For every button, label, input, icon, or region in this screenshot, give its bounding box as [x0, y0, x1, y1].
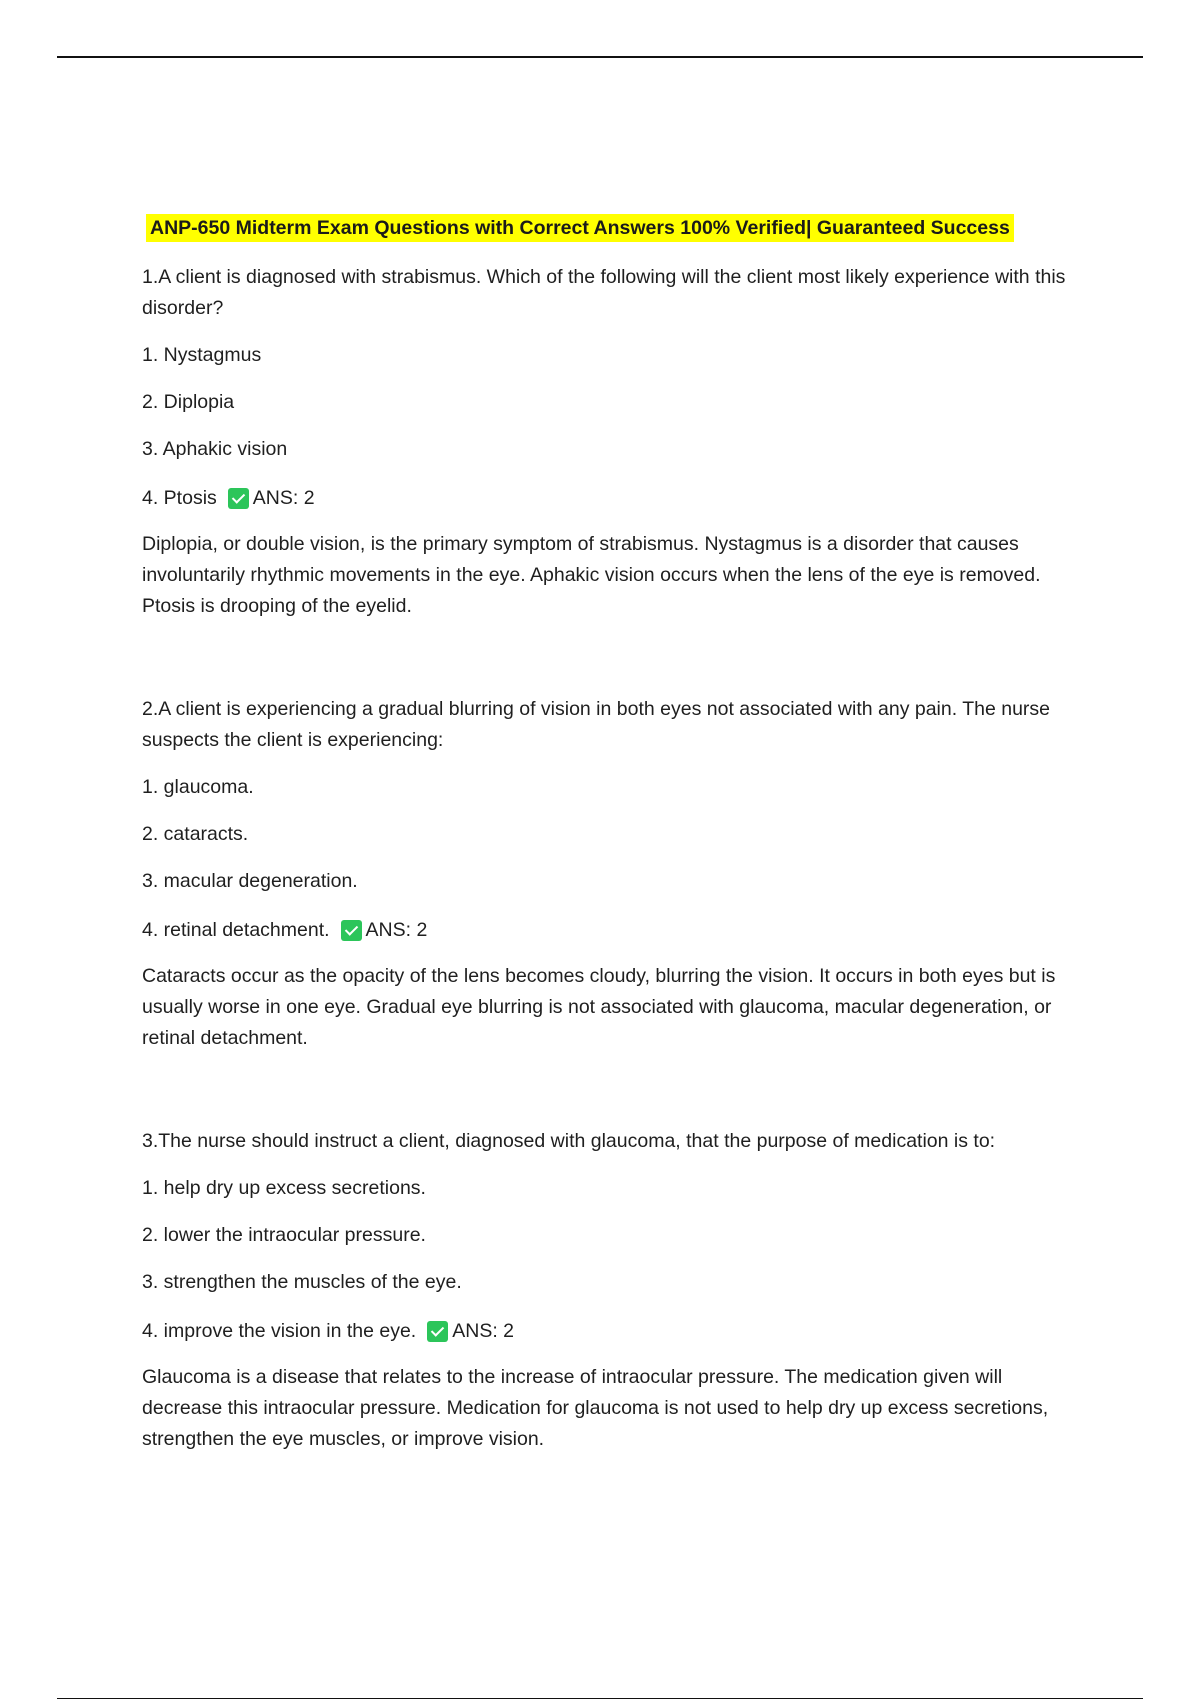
question-block-3 [142, 1126, 1072, 1455]
answer-option: 4. Ptosis [142, 487, 217, 509]
check-icon [341, 920, 362, 941]
answer-key: ANS: 2 [252, 487, 315, 509]
question-text: 1.A client is diagnosed with strabismus. Which of the following will the client most likely experience with this disorder? [142, 266, 1066, 319]
answer-option: 4. improve the vision in the eye. [142, 1320, 417, 1342]
answer-option: 1. help dry up excess secretions. [142, 1177, 426, 1199]
answer-option: 1. Nystagmus [142, 344, 262, 366]
answer-option: 1. glaucoma. [142, 776, 254, 798]
answer-explanation: Cataracts occur as the opacity of the lens becomes cloudy, blurring the vision. It occurs in both eyes but is usually worse in one eye. Gradual eye blurring is not associated with glaucoma, macular degeneration, or retinal detachment. [142, 965, 1056, 1049]
check-icon [427, 1321, 448, 1342]
answer-option: 2. cataracts. [142, 823, 249, 845]
answer-key: ANS: 2 [452, 1320, 515, 1342]
question-block-1 [142, 262, 1072, 622]
footer-rule [57, 1698, 1143, 1699]
question-block-2 [142, 694, 1072, 1054]
header-rule [57, 56, 1143, 58]
question-text: 2.A client is experiencing a gradual blurring of vision in both eyes not associated with any pain. The nurse suspects the client is experiencing: [142, 698, 1051, 751]
answer-explanation: Glaucoma is a disease that relates to the increase of intraocular pressure. The medication given will decrease this intraocular pressure. Medication for glaucoma is not used to help dry up excess secretions, strengthen the eye muscles, or improve vision. [142, 1366, 1049, 1450]
answer-option-with-key [142, 915, 1072, 946]
answer-option-with-key [142, 483, 1072, 514]
answer-option: 3. strengthen the muscles of the eye. [142, 1271, 462, 1293]
answer-key: ANS: 2 [365, 919, 428, 941]
answer-option: 4. retinal detachment. [142, 919, 330, 941]
answer-option: 3. macular degeneration. [142, 870, 358, 892]
answer-option: 2. lower the intraocular pressure. [142, 1224, 426, 1246]
answer-option-with-key [142, 1316, 1072, 1347]
answer-option: 3. Aphakic vision [142, 438, 288, 460]
answer-option: 2. Diplopia [142, 391, 235, 413]
answer-explanation: Diplopia, or double vision, is the primary symptom of strabismus. Nystagmus is a disorder that causes involuntarily rhythmic movements in the eye. Aphakic vision occurs when the lens of the eye is removed. Ptosis is drooping of the eyelid. [142, 533, 1041, 617]
question-text: 3.The nurse should instruct a client, diagnosed with glaucoma, that the purpose of medication is to: [142, 1130, 996, 1152]
document-title: ANP-650 Midterm Exam Questions with Correct Answers 100% Verified| Guaranteed Success [146, 214, 1014, 242]
document-body [142, 214, 1072, 1455]
check-icon [228, 488, 249, 509]
